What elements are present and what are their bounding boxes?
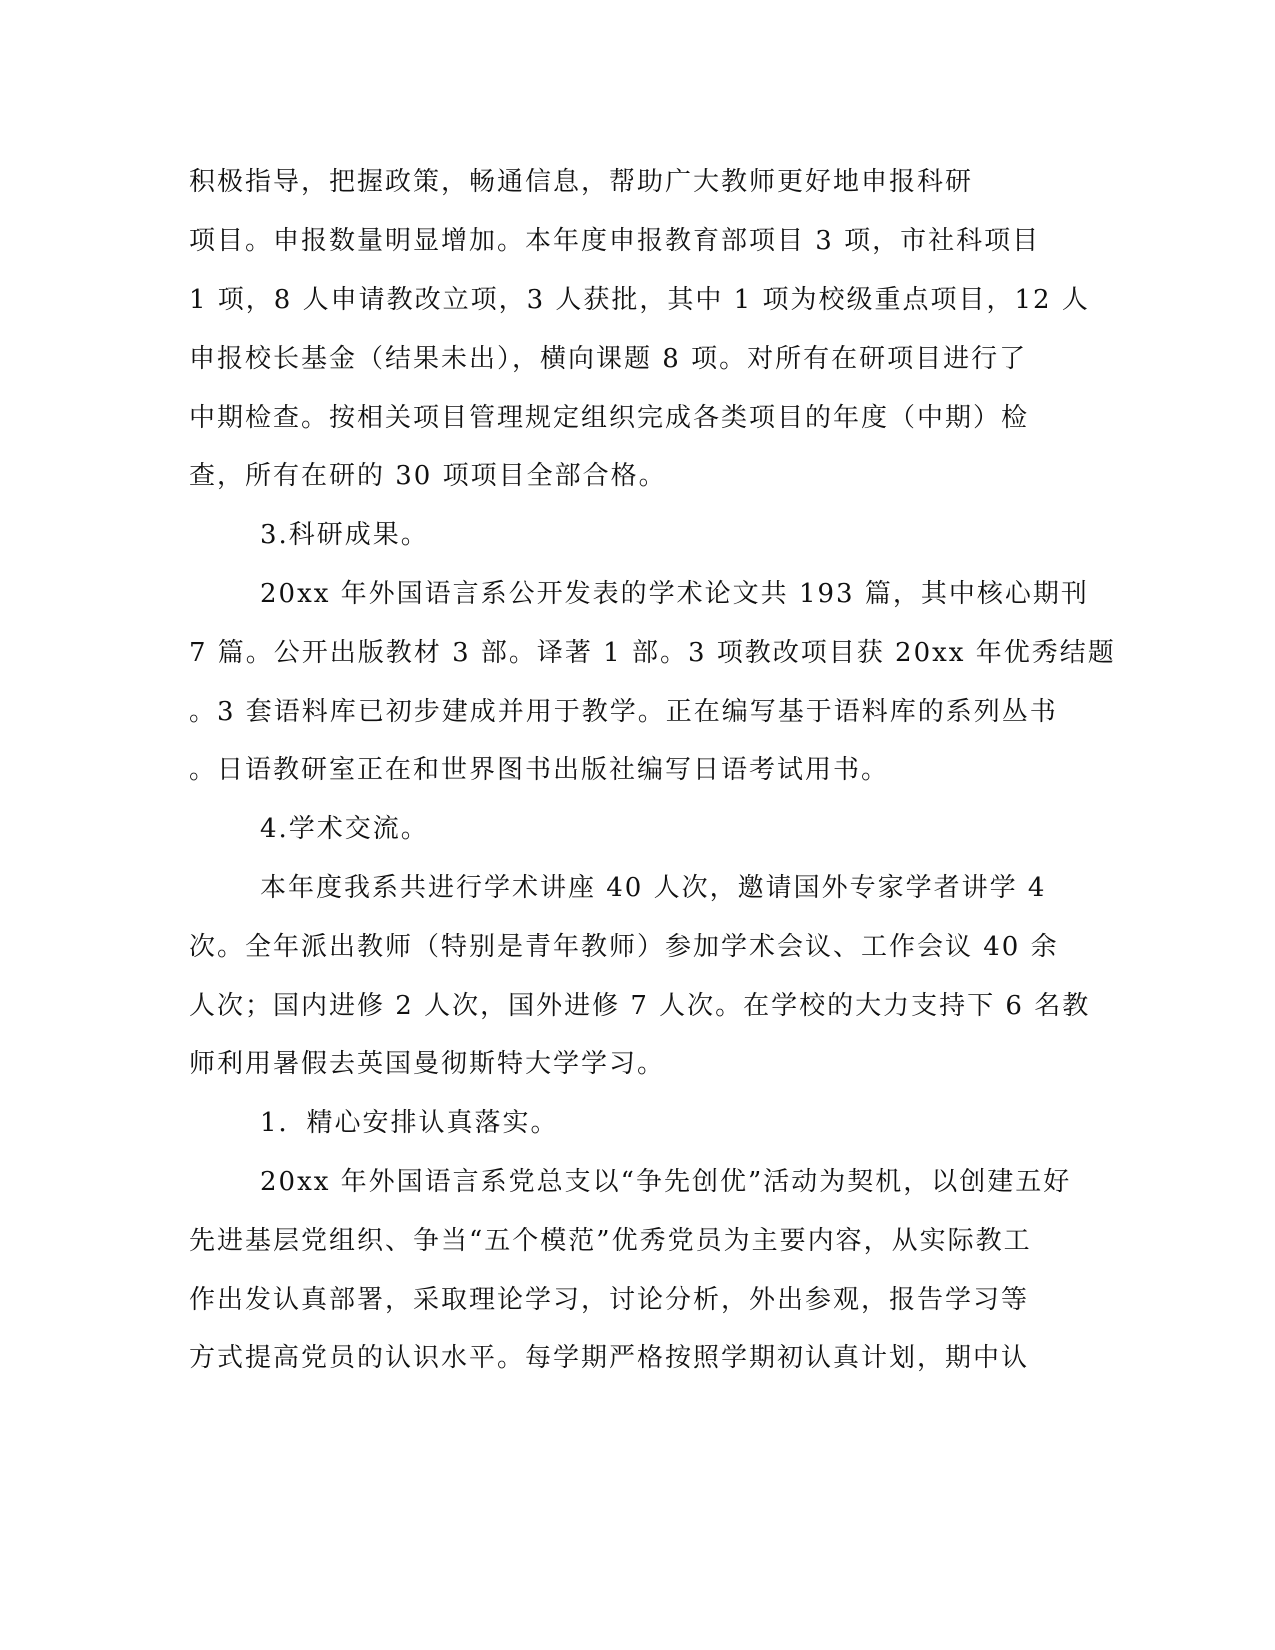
- section-heading: 1．精心安排认真落实。: [260, 1108, 559, 1138]
- paragraph-line: 积极指导，把握政策，畅通信息，帮助广大教师更好地申报科研: [189, 167, 974, 197]
- paragraph-line: 7 篇。公开出版教材 3 部。译著 1 部。3 项教改项目获 20xx 年优秀结题: [189, 638, 1116, 668]
- paragraph-line: 师利用暑假去英国曼彻斯特大学学习。: [189, 1049, 666, 1079]
- section-heading: 3.科研成果。: [260, 520, 429, 550]
- paragraph-line: 作出发认真部署，采取理论学习，讨论分析，外出参观，报告学习等: [189, 1285, 1030, 1315]
- paragraph-line: 人次；国内进修 2 人次，国外进修 7 人次。在学校的大力支持下 6 名教: [189, 991, 1091, 1021]
- paragraph-line: 次。全年派出教师（特别是青年教师）参加学术会议、工作会议 40 余: [189, 932, 1059, 962]
- paragraph-line: 查，所有在研的 30 项项目全部合格。: [189, 461, 667, 491]
- section-heading: 4.学术交流。: [260, 814, 429, 844]
- paragraph-line: 中期检查。按相关项目管理规定组织完成各类项目的年度（中期）检: [189, 403, 1030, 433]
- paragraph-line: 20xx 年外国语言系党总支以“争先创优”活动为契机，以创建五好: [260, 1167, 1072, 1197]
- paragraph-line: 项目。申报数量明显增加。本年度申报教育部项目 3 项，市社科项目: [189, 226, 1041, 256]
- paragraph-line: 申报校长基金（结果未出），横向课题 8 项。对所有在研项目进行了: [189, 344, 1028, 374]
- paragraph-line: 20xx 年外国语言系公开发表的学术论文共 193 篇，其中核心期刊: [260, 579, 1089, 609]
- paragraph-line: 。日语教研室正在和世界图书出版社编写日语考试用书。: [189, 755, 890, 785]
- paragraph-line: 1 项，8 人申请教改立项，3 人获批，其中 1 项为校级重点项目，12 人: [189, 285, 1090, 315]
- paragraph-line: 本年度我系共进行学术讲座 40 人次，邀请国外专家学者讲学 4: [260, 873, 1047, 903]
- paragraph-line: 方式提高党员的认识水平。每学期严格按照学期初认真计划，期中认: [189, 1343, 1030, 1373]
- paragraph-line: 。3 套语料库已初步建成并用于教学。正在编写基于语料库的系列丛书: [189, 697, 1058, 727]
- paragraph-line: 先进基层党组织、争当“五个模范”优秀党员为主要内容，从实际教工: [189, 1226, 1032, 1256]
